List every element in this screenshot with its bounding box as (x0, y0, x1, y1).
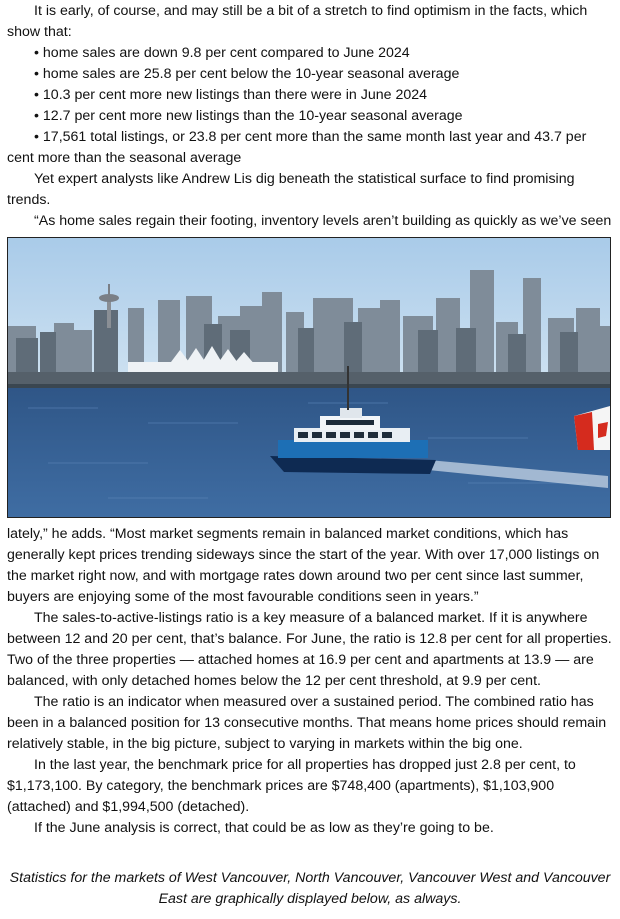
indicator-paragraph: The ratio is an indicator when measured over a sustained period. The combined ratio has been in a balanced position for 13 consecutive months. That means home prices should remain relatively stable, in the big picture, subject to varying in markets within the big one. (7, 694, 607, 752)
bullet-mark: • (34, 66, 39, 82)
bullet-item (7, 85, 613, 106)
bullet-item (7, 43, 613, 64)
bullet-text: 10.3 per cent more new listings than there were in June 2024 (42, 87, 428, 103)
bullet-item (7, 64, 613, 85)
vancouver-skyline-photo (7, 237, 611, 518)
analysts-paragraph: Yet expert analysts like Andrew Lis dig beneath the statistical surface to find promising trends. (7, 171, 575, 208)
quote-continuation-paragraph: lately,” he adds. “Most market segments remain in balanced market conditions, which has generally kept prices trending sideways since the start of the year. With over 17,000 listings on the market right now, and with mortgage rates down around two per cent since last summer, buyers are enjoying some of the most favourable conditions seen in years.” (7, 526, 600, 605)
article-bottom-text (7, 524, 613, 839)
quote-start-paragraph: “As home sales regain their footing, inventory levels aren’t building as quickly as we’ve seen (34, 213, 612, 229)
bullet-text: home sales are down 9.8 per cent compared to June 2024 (42, 45, 410, 61)
bullet-text: 12.7 per cent more new listings than the 10-year seasonal average (42, 108, 463, 124)
statistics-caption: Statistics for the markets of West Vancouver, North Vancouver, Vancouver West and Vancouver East are graphically displayed below, as always. (9, 870, 611, 907)
bullet-item (7, 106, 613, 127)
bullet-mark: • (34, 45, 39, 61)
bullet-mark: • (34, 108, 39, 124)
benchmark-paragraph: In the last year, the benchmark price for all properties has dropped just 2.8 per cent, to $1,173,100. By category, the benchmark prices are $748,400 (apartments), $1,103,900 (attached) and $1,994,500 (detached). (7, 757, 576, 815)
article-top-text (7, 1, 613, 232)
intro-paragraph: It is early, of course, and may still be a bit of a stretch to find optimism in the facts, which show that: (7, 3, 588, 40)
ratio-paragraph: The sales-to-active-listings ratio is a key measure of a balanced market. If it is anywhere between 12 and 20 per cent, that’s balance. For June, the ratio is 12.8 per cent for all properties. Two of the three properties — attached homes at 16.9 per cent and apartments at 13.9 — are balanced, with only detached homes below the 12 per cent threshold, at 9.9 per cent. (7, 610, 612, 689)
bullet-mark: • (34, 129, 39, 145)
bullet-item-wrapping (7, 127, 613, 169)
bullet-text: 17,561 total listings, or 23.8 per cent more than the same month last year and 43.7 per cent more than the seasonal average (7, 129, 587, 166)
bullet-text: home sales are 25.8 per cent below the 10-year seasonal average (42, 66, 460, 82)
bullet-mark: • (34, 87, 39, 103)
closing-paragraph: If the June analysis is correct, that could be as low as they’re going to be. (34, 820, 494, 836)
